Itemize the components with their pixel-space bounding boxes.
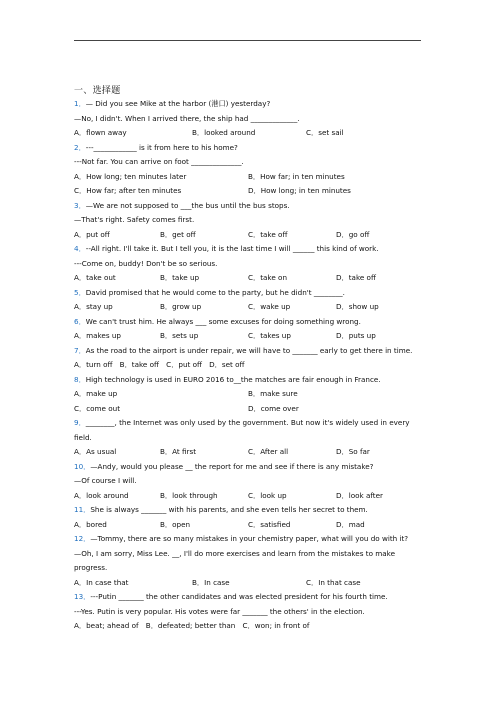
question-stem-text: As the road to the airport is under repair, we will have to _______ early to get there in time. [85, 345, 413, 355]
answer-option: C．look up [248, 490, 287, 500]
question-stem-text: field. [74, 432, 92, 442]
question-stem-text: —Of course I will. [74, 476, 137, 485]
question-stem-line [74, 605, 424, 620]
answer-option: D．look after [336, 490, 383, 500]
answer-option: B．take up [160, 273, 200, 282]
question-stem-line [74, 213, 424, 228]
question-stem-line [74, 257, 424, 272]
answer-option: C．take on [248, 273, 287, 282]
answer-option: A．How long; ten minutes later [74, 171, 187, 181]
question-block [74, 344, 424, 373]
answer-option: A．look around [74, 490, 129, 500]
question-number: 13． [74, 592, 91, 601]
answer-option: A．In case that [74, 577, 129, 587]
question-block [74, 503, 424, 532]
question-number: 11． [74, 505, 91, 514]
answer-options-row [74, 126, 424, 141]
question-block [74, 199, 424, 243]
answer-option: D．come over [248, 403, 299, 413]
answer-options-line: A．beat; ahead of B．defeated; better than C．won; in front of [74, 621, 310, 630]
question-stem-text: —We are not supposed to ___the bus until the bus stops. [85, 200, 290, 210]
answer-option: D．go off [336, 229, 370, 239]
question-stem-line [74, 199, 424, 214]
answer-option: B．In case [192, 577, 230, 587]
answer-option: A．flown away [74, 128, 127, 137]
question-block [74, 416, 424, 460]
answer-options-row [74, 329, 424, 344]
question-block [74, 286, 424, 315]
question-number: 10． [74, 461, 91, 471]
question-stem-text: --All right. I'll take it. But I tell you, it is the last time I will ______ this kind of work. [85, 244, 379, 253]
question-block [74, 532, 424, 590]
answer-option: A．make up [74, 389, 118, 398]
answer-option: C．come out [74, 403, 121, 413]
question-stem-line [74, 344, 424, 359]
answer-options-row [74, 387, 424, 402]
answer-option: A．stay up [74, 302, 113, 311]
question-number: 2． [74, 142, 86, 152]
answer-option: C．satisfied [248, 519, 291, 529]
question-stem-text: — Did you see Mike at the harbor (港口) yesterday? [85, 99, 271, 108]
question-stem-text: High technology is used in EURO 2016 to__the matches are fair enough in France. [85, 374, 381, 384]
answer-options-row [74, 271, 424, 286]
question-stem-line [74, 373, 424, 388]
question-stem-line [74, 547, 424, 562]
answer-options-row [74, 489, 424, 504]
question-stem-text: ________, the Internet was only used by the government. But now it's widely used in every [85, 418, 410, 427]
question-stem-line [74, 460, 424, 475]
answer-options-row [74, 402, 424, 417]
question-stem-line [74, 561, 424, 576]
question-stem-text: ---Come on, buddy! Don't be so serious. [74, 258, 218, 268]
answer-options-row [74, 518, 424, 533]
answer-option: D．show up [336, 302, 379, 311]
answer-option: C．After all [248, 447, 289, 456]
answer-option: B．open [160, 519, 191, 529]
question-stem-text: She is always _______ with his parents, and she even tells her secret to them. [90, 505, 368, 514]
answer-option: B．sets up [160, 331, 199, 340]
answer-option: B．look through [160, 490, 218, 500]
question-stem-text: progress. [74, 563, 108, 572]
question-number: 6． [74, 316, 86, 326]
answer-option: C．set sail [306, 128, 344, 137]
question-block [74, 315, 424, 344]
answer-options-row [74, 576, 424, 591]
question-stem-line [74, 503, 424, 518]
answer-option: D．take off [336, 273, 376, 282]
answer-option: C．In that case [306, 577, 361, 587]
answer-option: B．get off [160, 229, 196, 239]
answer-option: C．takes up [248, 331, 291, 340]
question-number: 12． [74, 534, 91, 543]
answer-option: D．mad [336, 519, 365, 529]
answer-option: A．take out [74, 273, 116, 282]
answer-option: B．How far; in ten minutes [248, 171, 345, 181]
answer-options-row [74, 445, 424, 460]
question-stem-text: David promised that he would come to the party, but he didn't ________. [85, 287, 345, 297]
question-stem-text: —No, I didn't. When I arrived there, the ship had _____________. [74, 113, 300, 123]
answer-options-row [74, 170, 424, 185]
answer-option: A．As usual [74, 447, 117, 456]
question-stem-line [74, 286, 424, 301]
question-stem-text: —Tommy, there are so many mistakes in your chemistry paper, what will you do with it? [90, 534, 409, 543]
question-block [74, 141, 424, 199]
answer-option: B．grow up [160, 302, 202, 311]
question-stem-line [74, 590, 424, 605]
question-number: 3． [74, 200, 86, 210]
question-stem-line [74, 416, 424, 431]
answer-option: D．So far [336, 447, 370, 456]
question-number: 5． [74, 287, 86, 297]
question-stem-text: —Andy, would you please __ the report for me and see if there is any mistake? [90, 461, 374, 471]
section-title: 一、选择题 [74, 86, 121, 96]
answer-options-row [74, 184, 424, 199]
answer-option: C．wake up [248, 302, 291, 311]
question-stem-text: —Oh, I am sorry, Miss Lee. __, I'll do more exercises and learn from the mistakes to make [74, 548, 395, 558]
question-list [74, 97, 424, 634]
question-stem-line [74, 315, 424, 330]
question-stem-line [74, 112, 424, 127]
question-number: 1． [74, 99, 86, 108]
question-block [74, 242, 424, 286]
question-stem-line [74, 431, 424, 446]
question-stem-text: We can't trust him. He always ___ some excuses for doing something wrong. [85, 316, 361, 326]
answer-option: C．How far; after ten minutes [74, 186, 182, 195]
answer-option: B．make sure [248, 389, 298, 398]
answer-option: A．bored [74, 519, 107, 529]
question-stem-text: ---Not far. You can arrive on foot ______________. [74, 157, 244, 166]
answer-option: D．How long; in ten minutes [248, 186, 351, 195]
answer-option: B．looked around [192, 128, 256, 137]
question-stem-line [74, 141, 424, 156]
answer-options-row [74, 300, 424, 315]
question-stem-line [74, 97, 424, 112]
answer-option: B．At first [160, 447, 197, 456]
answer-option: A．makes up [74, 331, 121, 340]
answer-option: A．put off [74, 229, 110, 239]
question-stem-text: ---Putin _______ the other candidates and was elected president for his fourth time. [90, 592, 388, 601]
question-number: 9． [74, 418, 86, 427]
question-block [74, 373, 424, 417]
question-block [74, 460, 424, 504]
question-number: 4． [74, 244, 86, 253]
question-number: 8． [74, 374, 86, 384]
header-rule [74, 40, 421, 41]
answer-options-row [74, 228, 424, 243]
question-stem-text: ---____________ is it from here to his home? [85, 142, 238, 152]
question-number: 7． [74, 345, 86, 355]
question-stem-text: —That's right. Safety comes first. [74, 215, 195, 224]
question-block [74, 590, 424, 634]
question-stem-text: ---Yes. Putin is very popular. His votes were far _______ the others' in the election. [74, 606, 365, 616]
question-stem-line [74, 474, 424, 489]
question-stem-line [74, 155, 424, 170]
answer-options-line: A．turn off B．take off C．put off D．set off [74, 360, 245, 369]
question-stem-line [74, 242, 424, 257]
answer-option: C．take off [248, 229, 288, 239]
question-block [74, 97, 424, 141]
answer-option: D．puts up [336, 331, 376, 340]
question-stem-line [74, 532, 424, 547]
